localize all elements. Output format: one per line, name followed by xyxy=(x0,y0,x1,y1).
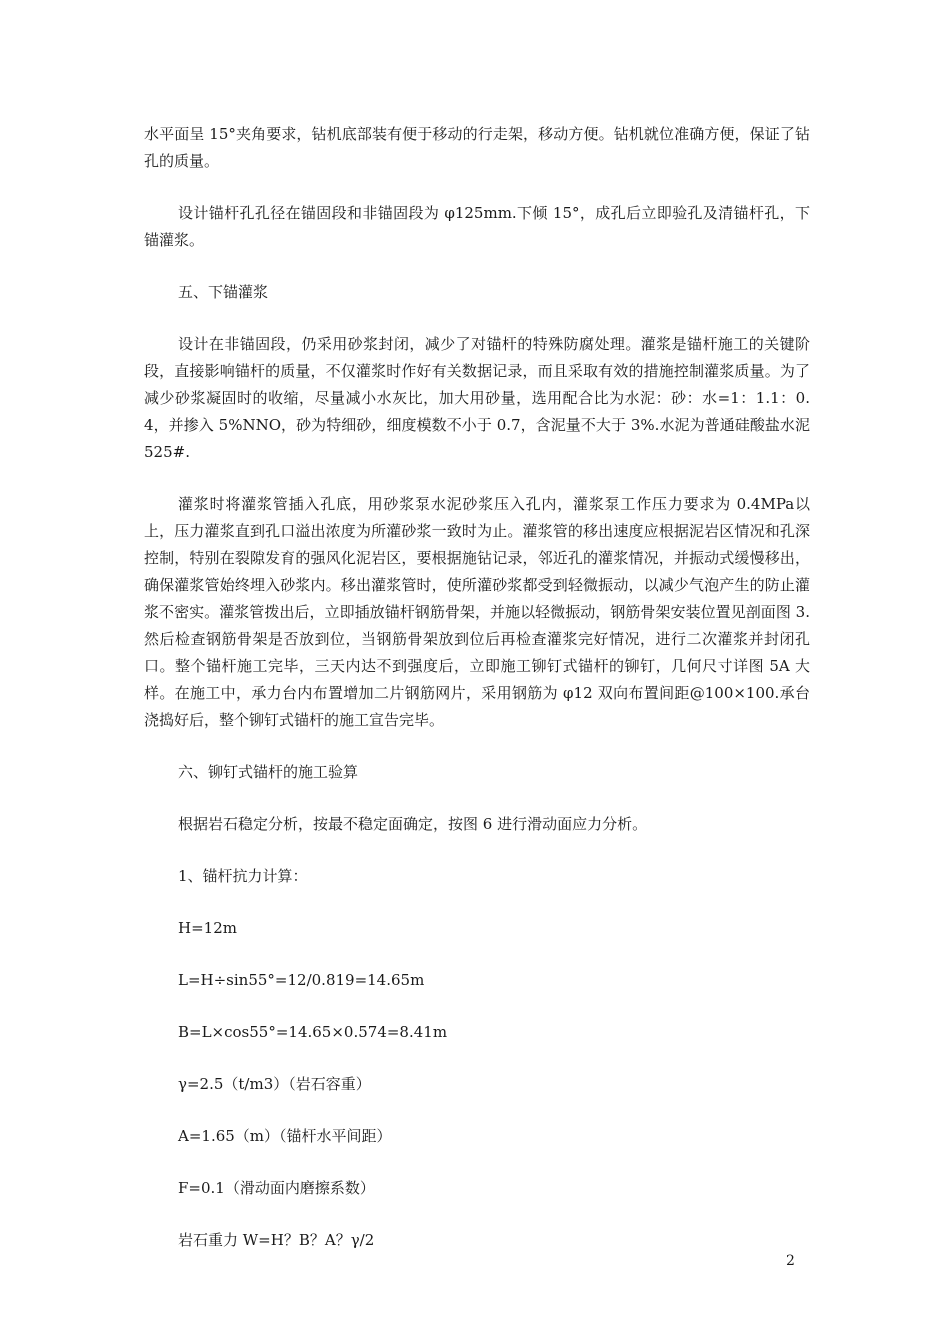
page-number: 2 xyxy=(786,1253,795,1269)
formula-rock-density: γ=2.5（t/m3）（岩石容重） xyxy=(178,1075,371,1093)
paragraph-grout-mix: 设计在非锚固段，仍采用砂浆封闭，减少了对锚杆的特殊防腐处理。灌浆是锚杆施工的关键阶段，直接影响锚杆的质量，不仅灌浆时作好有关数据记录，而且采取有效的措施控制灌浆质量。为了减少砂浆凝固时的收缩，尽量减小水灰比，加大用砂量，选用配合比为水泥：砂：水=1：1.1：0.4，并掺入 5%NNO，砂为特细砂，细度模数不小于 0.7，含泥量不大于 3%.水泥为普通硅酸盐水泥 525#. xyxy=(144,335,810,461)
formula-anchor-spacing: A=1.65（m）（锚杆水平间距） xyxy=(178,1127,392,1145)
page-body xyxy=(144,121,810,1279)
formula-length: L=H÷sin55°=12/0.819=14.65m xyxy=(178,971,425,989)
paragraph-grouting-procedure: 灌浆时将灌浆管插入孔底，用砂浆泵水泥砂浆压入孔内，灌浆泵工作压力要求为 0.4MPa以上，压力灌浆直到孔口溢出浓度为所灌砂浆一致时为止。灌浆管的移出速度应根据泥岩区情况和孔深控制，特别在裂隙发育的强风化泥岩区，要根据施钻记录，邻近孔的灌浆情况，并振动式缓慢移出，确保灌浆管始终埋入砂浆内。移出灌浆管时，使所灌砂浆都受到轻微振动，以减少气泡产生的防止灌浆不密实。灌浆管拨出后，立即插放锚杆钢筋骨架，并施以轻微振动，钢筋骨架安装位置见剖面图 3.然后检查钢筋骨架是否放到位，当钢筋骨架放到位后再检查灌浆完好情况，进行二次灌浆并封闭孔口。整个锚杆施工完毕，三天内达不到强度后，立即施工铆钉式锚杆的铆钉，几何尺寸详图 5A 大样。在施工中，承力台内布置增加二片钢筋网片，采用钢筋为 φ12 双向布置间距@100×100.承台浇捣好后，整个铆钉式锚杆的施工宣告完毕。 xyxy=(144,495,810,729)
paragraph-drill-rig: 水平面呈 15°夹角要求，钻机底部装有便于移动的行走架，移动方便。钻机就位准确方便，保证了钻孔的质量。 xyxy=(144,125,810,170)
section-heading-checking-calculation: 六、铆钉式锚杆的施工验算 xyxy=(178,763,359,781)
formula-rock-weight: 岩石重力 W=H？B？A？γ/2 xyxy=(178,1231,375,1249)
paragraph-stability-analysis: 根据岩石稳定分析，按最不稳定面确定，按图 6 进行滑动面应力分析。 xyxy=(178,815,648,833)
formula-breadth: B=L×cos55°=14.65×0.574=8.41m xyxy=(178,1023,448,1041)
formula-height: H=12m xyxy=(178,919,237,937)
section-heading-grouting: 五、下锚灌浆 xyxy=(178,283,269,301)
paragraph-hole-diameter: 设计锚杆孔孔径在锚固段和非锚固段为 φ125mm.下倾 15°，成孔后立即验孔及清锚杆孔，下锚灌浆。 xyxy=(144,204,810,249)
subheading-anchor-resistance: 1、锚杆抗力计算： xyxy=(178,867,308,885)
formula-friction-coefficient: F=0.1（滑动面内磨擦系数） xyxy=(178,1179,375,1197)
